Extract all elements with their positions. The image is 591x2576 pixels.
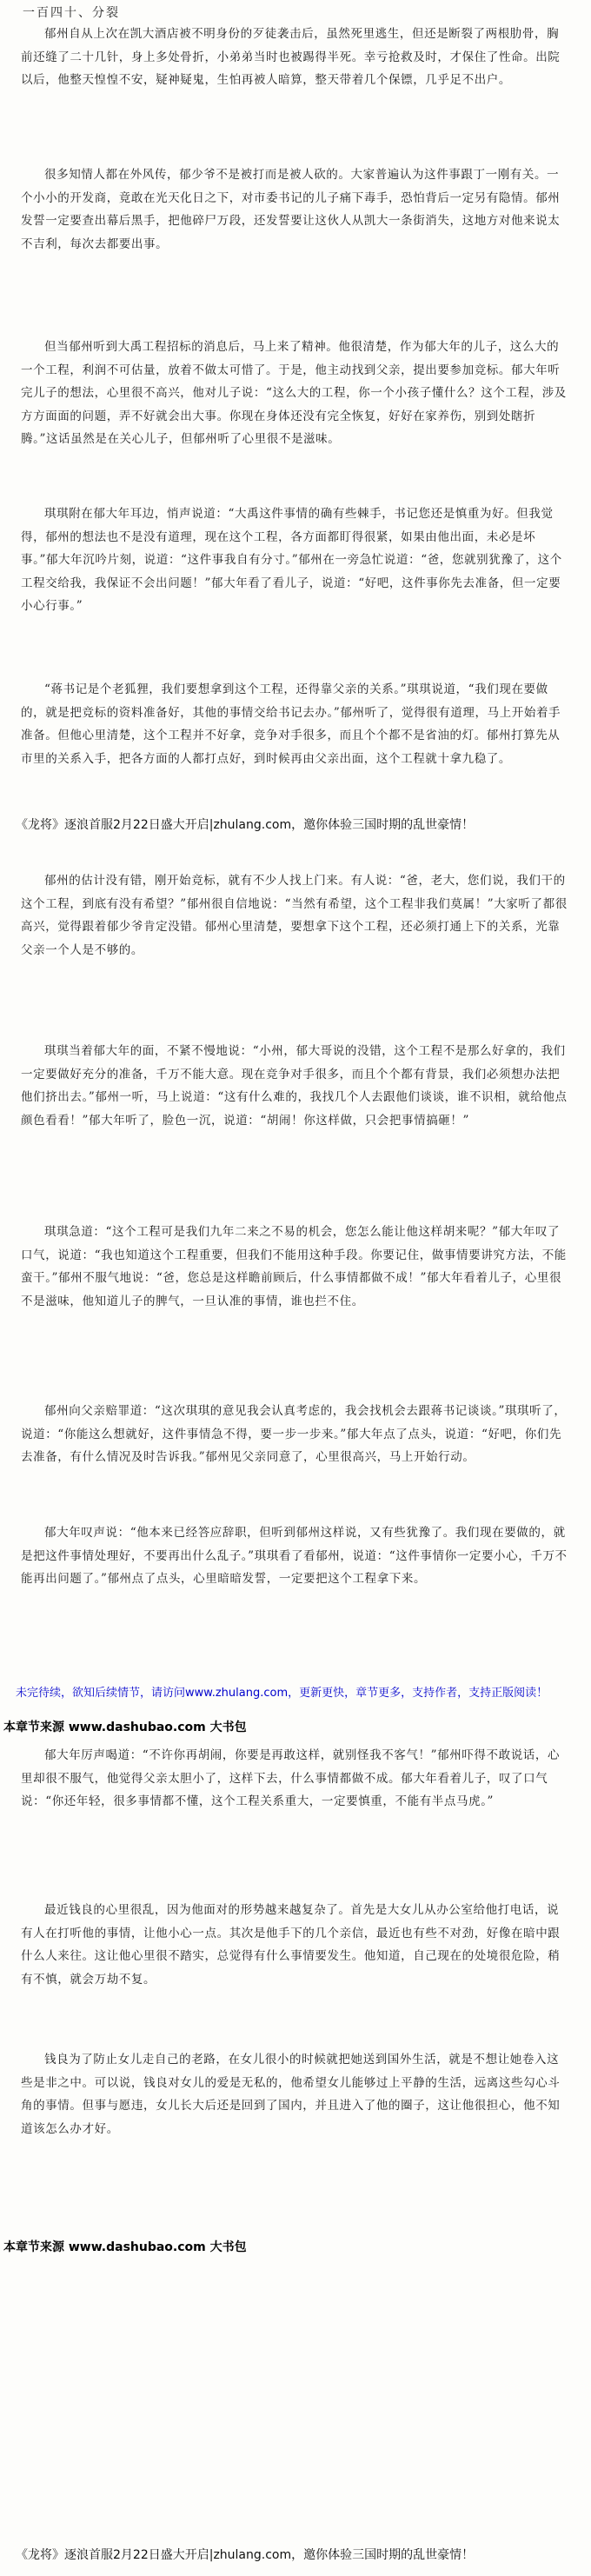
paragraph-8: 琪琪急道：“这个工程可是我们九年二来之不易的机会，您怎么能让他这样胡来呢？”郁大年叹了口气，说道：“我也知道这个工程重要，但我们不能用这种手段。你要记住，做事情要讲究方法，不能蛮干。”郁州不服气地说：“爸，您总是这样瞻前顾后，什么事情都做不成！”郁大年看着儿子，心里很不是滋味，他知道儿子的脾气，一旦认准的事情，谁也拦不住。 [21,1225,567,1308]
chapter-title: 一百四十、分裂 [23,6,120,20]
paragraph-1: 郁州自从上次在凯大酒店被不明身份的歹徒袭击后，虽然死里逃生，但还是断裂了两根肋骨，胸前还缝了二十几针，身上多处骨折，小弟弟当时也被踢得半死。幸亏抢救及时，才保住了性命。出院以后，他整天惶惶不安，疑神疑鬼，生怕再被人暗算，整天带着几个保镖，几乎足不出户。 [21,27,561,87]
continue-reading-notice[interactable]: 未完待续，欲知后续情节，请访问www.zhulang.com，更新更快，章节更多，支持作者，支持正版阅读！ [16,1687,548,1700]
paragraph-2: 很多知情人都在外风传，郁少爷不是被打而是被人砍的。大家普遍认为这件事跟丁一刚有关。一个小小的开发商，竟敢在光天化日之下，对市委书记的儿子痛下毒手，恐怕背后一定另有隐情。郁州发誓一定要查出幕后黑手，把他碎尸万段，还发誓要让这伙人从凯大一条街消失，这地方对他来说太不吉利，每次去都要出事。 [21,168,561,251]
paragraph-12: 最近钱良的心里很乱，因为他面对的形势越来越复杂了。首先是大女儿从办公室给他打电话，说有人在打听他的事情，让他小心一点。其次是他手下的几个亲信，最近也有些不对劲，好像在暗中跟什么人来往。这让他心里很不踏实，总觉得有什么事情要发生。他知道，自己现在的处境很危险，稍有不慎，就会万劫不复。 [21,1903,561,1987]
promo-link-2[interactable]: 《龙将》逐浪首服2月22日盛大开启|zhulang.com，邀你体验三国时期的乱世豪情！ [16,2548,475,2562]
promo-banner-2[interactable] [16,2546,581,2563]
paragraph-4: 琪琪附在郁大年耳边，悄声说道：“大禹这件事情的确有些棘手，书记您还是慎重为好。但我觉得，郁州的想法也不是没有道理，现在这个工程，各方面都盯得很紧，如果由他出面，未必是坏事。”郁大年沉吟片刻，说道：“这件事我自有分寸。”郁州在一旁急忙说道：“爸，您就别犹豫了，这个工程交给我，我保证不会出问题！”郁大年看了看儿子，说道：“好吧，这件事你先去准备，但一定要小心行事。” [21,507,562,613]
promo-banner[interactable] [16,815,581,833]
paragraph-5: “蒋书记是个老狐狸，我们要想拿到这个工程，还得靠父亲的关系。”琪琪说道，“我们现在要做的，就是把竞标的资料准备好，其他的事情交给书记去办。”郁州听了，觉得很有道理，马上开始着手准备。但他心里清楚，这个工程并不好拿，竞争对手很多，而且个个都不是省油的灯。郁州打算先从市里的关系入手，把各方面的人都打点好，到时候再由父亲出面，这个工程就十拿九稳了。 [21,682,561,766]
promo-link[interactable]: 《龙将》逐浪首服2月22日盛大开启|zhulang.com，邀你体验三国时期的乱世豪情！ [16,818,475,832]
source-credit: 本章节来源 www.dashubao.com 大书包 [3,1721,247,1734]
source-credit-2: 本章节来源 www.dashubao.com 大书包 [3,2240,247,2254]
paragraph-13: 钱良为了防止女儿走自己的老路，在女儿很小的时候就把她送到国外生活，就是不想让她卷入这些是非之中。可以说，钱良对女儿的爱是无私的，他希望女儿能够过上平静的生活，远离这些勾心斗角的事情。但事与愿违，女儿长大后还是回到了国内，并且进入了他的圈子，这让他很担心，他不知道该怎么办才好。 [21,2053,561,2136]
paragraph-7: 琪琪当着郁大年的面，不紧不慢地说：“小州，郁大哥说的没错，这个工程不是那么好拿的，我们一定要做好充分的准备，千万不能大意。现在竞争对手很多，而且个个都有背景，我们必须想办法把他们挤出去。”郁州一听，马上说道：“这有什么难的，我找几个人去跟他们谈谈，谁不识相，就给他点颜色看看！”郁大年听了，脸色一沉，说道：“胡闹！你这样做，只会把事情搞砸！” [21,1044,568,1128]
paragraph-9: 郁州向父亲赔罪道：“这次琪琪的意见我会认真考虑的，我会找机会去跟蒋书记谈谈。”琪琪听了，说道：“你能这么想就好，这件事情急不得，要一步一步来。”郁大年点了点头，说道：“好吧，你们先去准备，有什么情况及时告诉我。”郁州见父亲同意了，心里很高兴，马上开始行动。 [21,1404,567,1464]
paragraph-3: 但当郁州听到大禹工程招标的消息后，马上来了精神。他很清楚，作为郁大年的儿子，这么大的一个工程，利润不可估量，放着不做太可惜了。于是，他主动找到父亲，提出要参加竞标。郁大年听完儿子的想法，心里很不高兴，他对儿子说：“这么大的工程，你一个小孩子懂什么？这个工程，涉及方方面面的问题，弄不好就会出大事。你现在身体还没有完全恢复，好好在家养伤，别到处瞎折腾。”这话虽然是在关心儿子，但郁州听了心里很不是滋味。 [21,340,567,446]
paragraph-11: 郁大年厉声喝道：“不许你再胡闹，你要是再敢这样，就别怪我不客气！”郁州吓得不敢说话，心里却很不服气，他觉得父亲太胆小了，这样下去，什么事情都做不成。郁大年看着儿子，叹了口气说：“你还年轻，很多事情都不懂，这个工程关系重大，一定要慎重，不能有半点马虎。” [21,1748,561,1808]
paragraph-10: 郁大年叹声说：“他本来已经答应辞职，但听到郁州这样说，又有些犹豫了。我们现在要做的，就是把这件事情处理好，不要再出什么乱子。”琪琪看了看郁州，说道：“这件事情你一定要小心，千万不能再出问题了。”郁州点了点头，心里暗暗发誓，一定要把这个工程拿下来。 [21,1526,568,1586]
paragraph-6: 郁州的估计没有错，刚开始竞标，就有不少人找上门来。有人说：“爸，老大，您们说，我们干的这个工程，到底有没有希望？”郁州很自信地说：“当然有希望，这个工程非我们莫属！”大家听了都很高兴，觉得跟着郁少爷肯定没错。郁州心里清楚，要想拿下这个工程，还必须打通上下的关系，光靠父亲一个人是不够的。 [21,874,568,957]
